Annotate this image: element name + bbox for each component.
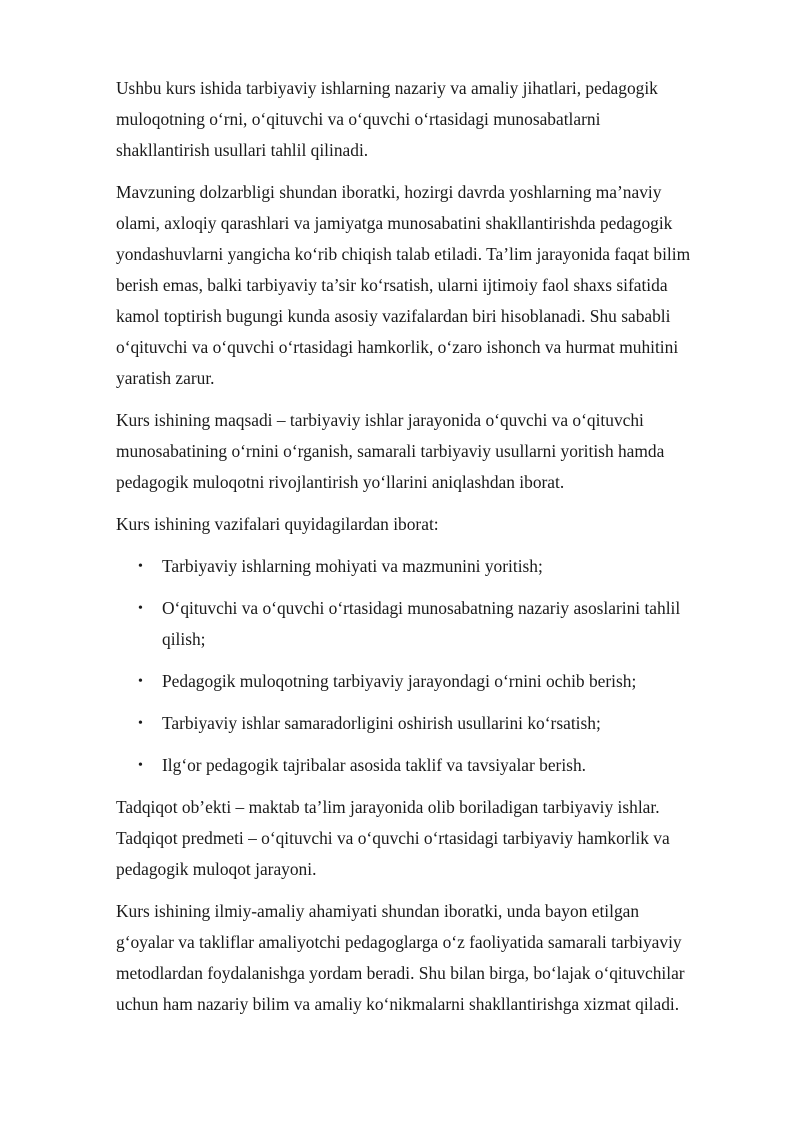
text-line: Kurs ishining maqsadi – tarbiyaviy ishlar jarayonida o‘quvchi va o‘qituvchi (116, 410, 644, 430)
paragraph-significance (116, 896, 740, 1020)
text-line: metodlardan foydalanishga yordam beradi. Shu bilan birga, bo‘lajak o‘qituvchilar (116, 963, 685, 983)
text-line: Ushbu kurs ishida tarbiyaviy ishlarning nazariy va amaliy jihatlari, pedagogik (116, 78, 658, 98)
list-item (116, 666, 740, 697)
bullet-icon: • (138, 716, 143, 731)
list-item (116, 750, 740, 781)
list-item (116, 551, 740, 582)
text-line: Kurs ishining ilmiy-amaliy ahamiyati shundan iboratki, unda bayon etilgan (116, 901, 640, 921)
text-line: yondashuvlarni yangicha ko‘rib chiqish talab etiladi. Ta’lim jarayonida faqat bilim (116, 244, 691, 264)
text-line: o‘qituvchi va o‘quvchi o‘rtasidagi hamkorlik, o‘zaro ishonch va hurmat muhitini (116, 337, 679, 357)
text-line: shakllantirish usullari tahlil qilinadi. (116, 140, 369, 160)
paragraph-intro (116, 73, 740, 166)
paragraph-tasks-intro (116, 509, 740, 540)
text-line: Tarbiyaviy ishlarning mohiyati va mazmunini yoritish; (162, 556, 543, 576)
paragraph-goal (116, 405, 740, 498)
document-body (116, 73, 740, 1031)
list-item (116, 593, 740, 655)
text-line: Mavzuning dolzarbligi shundan iboratki, hozirgi davrda yoshlarning ma’naviy (116, 182, 662, 202)
bullet-icon: • (138, 559, 143, 574)
text-line: pedagogik muloqotni rivojlantirish yo‘llarini aniqlashdan iborat. (116, 472, 565, 492)
text-line: pedagogik muloqot jarayoni. (116, 859, 317, 879)
text-line: kamol toptirish bugungi kunda asosiy vazifalardan biri hisoblanadi. Shu sababli (116, 306, 671, 326)
tasks-list (116, 551, 740, 781)
text-line: Ilg‘or pedagogik tajribalar asosida taklif va tavsiyalar berish. (162, 755, 586, 775)
bullet-icon: • (138, 601, 143, 616)
text-line: qilish; (162, 629, 206, 649)
text-line: Kurs ishining vazifalari quyidagilardan iborat: (116, 514, 439, 534)
bullet-icon: • (138, 674, 143, 689)
paragraph-relevance (116, 177, 740, 394)
text-line: olami, axloqiy qarashlari va jamiyatga munosabatini shakllantirishda pedagogik (116, 213, 673, 233)
text-line: berish emas, balki tarbiyaviy ta’sir ko‘rsatish, ularni ijtimoiy faol shaxs sifatida (116, 275, 668, 295)
text-line: Tarbiyaviy ishlar samaradorligini oshirish usullarini ko‘rsatish; (162, 713, 601, 733)
text-line: muloqotning o‘rni, o‘qituvchi va o‘quvchi o‘rtasidagi munosabatlarni (116, 109, 601, 129)
text-line: g‘oyalar va takliflar amaliyotchi pedagoglarga o‘z faoliyatida samarali tarbiyaviy (116, 932, 682, 952)
text-line: Tadqiqot ob’ekti – maktab ta’lim jarayonida olib boriladigan tarbiyaviy ishlar. (116, 797, 660, 817)
text-line: yaratish zarur. (116, 368, 215, 388)
list-item (116, 708, 740, 739)
text-line: uchun ham nazariy bilim va amaliy ko‘nikmalarni shakllantirishga xizmat qiladi. (116, 994, 680, 1014)
text-line: Tadqiqot predmeti – o‘qituvchi va o‘quvchi o‘rtasidagi tarbiyaviy hamkorlik va (116, 828, 670, 848)
text-line: munosabatining o‘rnini o‘rganish, samarali tarbiyaviy usullarni yoritish hamda (116, 441, 665, 461)
paragraph-object-subject (116, 792, 740, 885)
text-line: Pedagogik muloqotning tarbiyaviy jarayondagi o‘rnini ochib berish; (162, 671, 637, 691)
text-line: O‘qituvchi va o‘quvchi o‘rtasidagi munosabatning nazariy asoslarini tahlil (162, 598, 681, 618)
bullet-icon: • (138, 758, 143, 773)
